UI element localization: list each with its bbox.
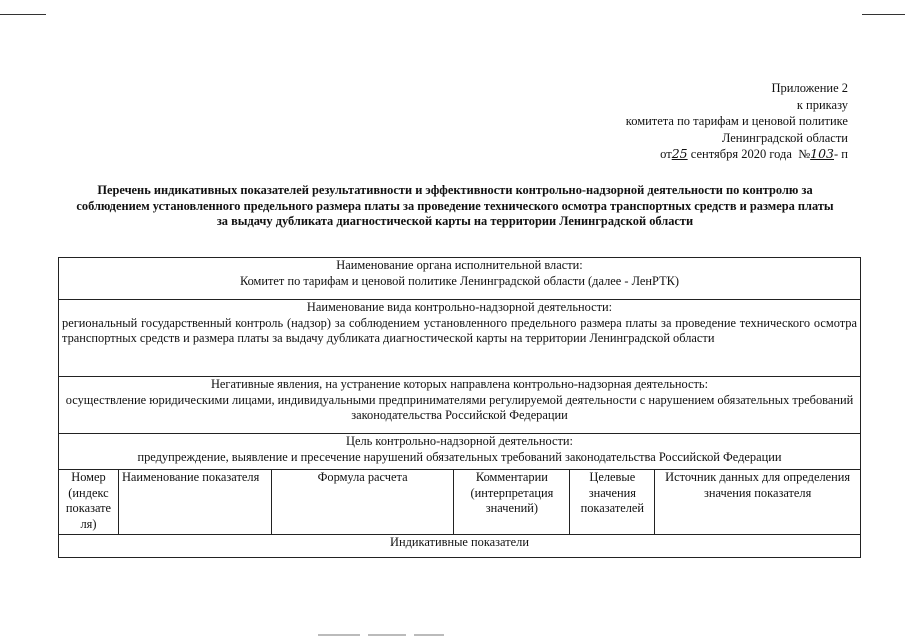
column-header-source: Источник данных для определения значения показателя — [655, 470, 861, 535]
activity-label: Наименование вида контрольно-надзорной деятельности: — [306, 300, 613, 314]
number-value: 103 — [810, 146, 835, 161]
scan-bottom-mark-1 — [318, 634, 360, 636]
scan-bottom-mark-3 — [414, 634, 444, 636]
annex-date-line — [626, 146, 848, 163]
org-cell — [59, 258, 861, 300]
column-header-row — [59, 470, 861, 535]
scan-edge-mark-right — [862, 14, 905, 15]
negative-label: Негативные явления, на устранение которых направлена контрольно-надзорная деятельность: — [210, 377, 709, 391]
annex-header — [626, 80, 848, 163]
section-row-label: Индикативные показатели — [59, 535, 861, 558]
date-prefix: от — [660, 147, 672, 161]
scan-edge-mark-left — [0, 14, 46, 15]
annex-line-4: Ленинградской области — [721, 130, 848, 145]
number-suffix: - п — [834, 147, 848, 161]
activity-cell — [59, 300, 861, 377]
date-rest: сентября 2020 года — [690, 147, 792, 161]
org-value: Комитет по тарифам и ценовой политике Ленинградской области (далее - ЛенРТК) — [239, 273, 680, 288]
org-row — [59, 258, 861, 300]
column-header-number: Номер (индекс показате ля) — [59, 470, 119, 535]
column-header-comments: Комментарии (интерпретация значений) — [454, 470, 570, 535]
column-header-target: Целевые значения показателей — [570, 470, 655, 535]
number-prefix: № — [798, 147, 811, 161]
goal-label: Цель контрольно-надзорной деятельности: — [346, 434, 573, 448]
activity-row — [59, 300, 861, 377]
annex-line-1: Приложение 2 — [771, 81, 848, 95]
column-header-formula: Формула расчета — [271, 470, 454, 535]
scan-bottom-mark-2 — [368, 634, 406, 636]
section-row — [59, 535, 861, 558]
negative-row — [59, 377, 861, 434]
negative-value: осуществление юридическими лицами, индивидуальными предпринимателями регулируемой деятельности с нарушением обязательных требований законодательства Российской Федерации — [65, 392, 854, 422]
column-header-name: Наименование показателя — [118, 470, 271, 535]
date-day: 25 — [671, 146, 688, 161]
annex-line-3: комитета по тарифам и ценовой политике — [625, 114, 848, 128]
indicators-table — [58, 257, 861, 558]
goal-row — [59, 434, 861, 470]
negative-cell — [59, 377, 861, 434]
document-title: Перечень индикативных показателей результативности и эффективности контрольно-надзорной деятельности по контролю за соблюдением установленного предельного размера платы за проведение технического осмотра транспортных средств и размера платы за выдачу дубликата диагностической карты на территории Ленинградской области — [76, 183, 834, 228]
activity-value: региональный государственный контроль (надзор) за соблюдением установленного предельного размера платы за проведение технического осмотра транспортных средств и размера платы за выдачу дубликата диагностической карты на территории Ленинградской области — [62, 315, 857, 345]
goal-cell — [59, 434, 861, 470]
org-label: Наименование органа исполнительной власти: — [336, 258, 583, 272]
goal-value: предупреждение, выявление и пресечение нарушений обязательных требований законодательства Российской Федерации — [137, 449, 782, 464]
annex-line-2: к приказу — [796, 97, 848, 112]
